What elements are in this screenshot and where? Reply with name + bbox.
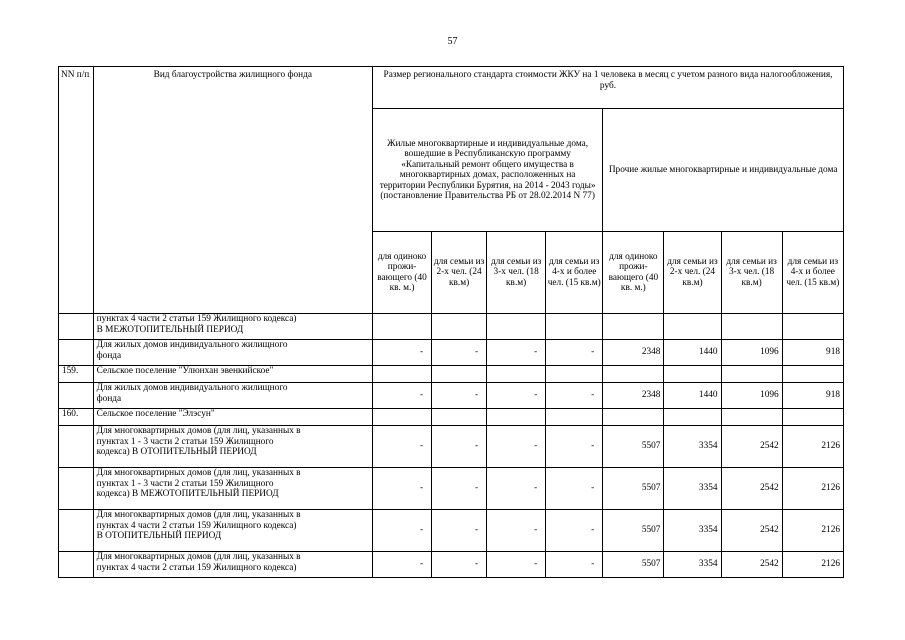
value-cell: 2348 xyxy=(603,340,664,366)
value-cell xyxy=(546,366,603,383)
header-kind: Вид благоустройства жилищного фонда xyxy=(93,67,372,314)
value-cell xyxy=(664,366,721,383)
page-number: 57 xyxy=(447,36,458,47)
table-row xyxy=(59,552,844,578)
value-cell xyxy=(372,366,431,383)
value-cell xyxy=(372,314,431,340)
value-cell: 2126 xyxy=(782,510,843,552)
row-number xyxy=(59,383,94,409)
value-cell: 2542 xyxy=(721,426,782,468)
description-line: Для жилых домов индивидуального жилищного xyxy=(96,340,288,350)
value-cell: - xyxy=(546,340,603,366)
value-cell: 1440 xyxy=(664,383,721,409)
value-cell: - xyxy=(546,426,603,468)
value-cell: 3354 xyxy=(664,510,721,552)
row-description xyxy=(93,552,372,578)
value-cell: - xyxy=(546,383,603,409)
value-cell: - xyxy=(487,340,546,366)
value-cell xyxy=(721,409,782,426)
description-line: Для многоквартирных домов (для лиц, указанных в xyxy=(96,468,301,478)
value-cell xyxy=(782,314,843,340)
value-cell xyxy=(487,366,546,383)
value-cell: - xyxy=(372,468,431,510)
description-line: фонда xyxy=(96,350,122,361)
table-row xyxy=(59,409,844,426)
value-cell: 2126 xyxy=(782,468,843,510)
value-cell: 3354 xyxy=(664,468,721,510)
value-cell: 1440 xyxy=(664,340,721,366)
row-number xyxy=(59,340,94,366)
value-cell: - xyxy=(487,468,546,510)
header-group-other: Прочие жилые многоквартирные и индивидуальные дома xyxy=(603,109,844,232)
header-sub-8: для семьи из 4-х и более чел. (15 кв.м) xyxy=(782,232,843,314)
value-cell: - xyxy=(487,426,546,468)
row-description xyxy=(93,340,372,366)
row-number: 160. xyxy=(59,409,94,426)
housing-standard-table xyxy=(58,66,844,578)
value-cell xyxy=(487,314,546,340)
value-cell: 5507 xyxy=(603,552,664,578)
value-cell xyxy=(603,314,664,340)
table-row xyxy=(59,510,844,552)
value-cell xyxy=(432,366,487,383)
value-cell: 3354 xyxy=(664,552,721,578)
row-description xyxy=(93,426,372,468)
value-cell: - xyxy=(432,510,487,552)
value-cell xyxy=(664,409,721,426)
value-cell: 5507 xyxy=(603,468,664,510)
value-cell xyxy=(487,409,546,426)
value-cell xyxy=(432,409,487,426)
description-line: пунктах 1 - 3 части 2 статьи 159 Жилищного xyxy=(96,478,274,489)
table-row xyxy=(59,383,844,409)
table-row xyxy=(59,340,844,366)
value-cell xyxy=(546,314,603,340)
table-row xyxy=(59,314,844,340)
description-line: Для многоквартирных домов (для лиц, указанных в xyxy=(96,510,301,520)
value-cell: 2542 xyxy=(721,552,782,578)
value-cell: 1096 xyxy=(721,340,782,366)
description-line: В МЕЖОТОПИТЕЛЬНЫЙ ПЕРИОД xyxy=(96,324,244,335)
row-description xyxy=(93,366,372,383)
row-number xyxy=(59,314,94,340)
row-number xyxy=(59,426,94,468)
table-row xyxy=(59,426,844,468)
row-description xyxy=(93,510,372,552)
header-sub-1: для одиноко прожи-вающего (40 кв. м.) xyxy=(372,232,431,314)
value-cell xyxy=(782,366,843,383)
value-cell xyxy=(721,366,782,383)
description-line: Для жилых домов индивидуального жилищного xyxy=(96,383,288,393)
value-cell xyxy=(372,409,431,426)
row-description xyxy=(93,383,372,409)
value-cell: - xyxy=(372,510,431,552)
description-line: фонда xyxy=(96,393,122,404)
value-cell: - xyxy=(546,468,603,510)
value-cell: - xyxy=(546,510,603,552)
value-cell: 2542 xyxy=(721,510,782,552)
header-nn: NN п/п xyxy=(59,67,94,314)
value-cell: 918 xyxy=(782,340,843,366)
description-line: кодекса) В МЕЖОТОПИТЕЛЬНЫЙ ПЕРИОД xyxy=(96,489,279,499)
header-sub-3: для семьи из 3-х чел. (18 кв.м) xyxy=(487,232,546,314)
description-line: Для многоквартирных домов (для лиц, указанных в xyxy=(96,426,301,436)
value-cell: 2542 xyxy=(721,468,782,510)
value-cell: 1096 xyxy=(721,383,782,409)
row-number: 159. xyxy=(59,366,94,383)
value-cell xyxy=(664,314,721,340)
row-description xyxy=(93,409,372,426)
value-cell: 5507 xyxy=(603,426,664,468)
value-cell: - xyxy=(487,510,546,552)
header-sub-5: для одиноко прожи-вающего (40 кв. м.) xyxy=(603,232,664,314)
description-line: кодекса) В ОТОПИТЕЛЬНЫЙ ПЕРИОД xyxy=(96,447,257,457)
value-cell: 5507 xyxy=(603,510,664,552)
row-description xyxy=(93,314,372,340)
value-cell: 2126 xyxy=(782,552,843,578)
description-line: пунктах 4 части 2 статьи 159 Жилищного кодекса) xyxy=(96,520,297,531)
description-line: Сельское поселение "Улюнхан эвенкийское" xyxy=(96,366,274,376)
value-cell: 2348 xyxy=(603,383,664,409)
value-cell: - xyxy=(546,552,603,578)
description-line: Сельское поселение "Элэсун" xyxy=(96,409,215,419)
row-number xyxy=(59,510,94,552)
value-cell: - xyxy=(432,552,487,578)
value-cell xyxy=(782,409,843,426)
value-cell: - xyxy=(432,468,487,510)
value-cell: 918 xyxy=(782,383,843,409)
header-main: Размер регионального стандарта стоимости ЖКУ на 1 человека в месяц с учетом разного вида налогообложения, руб. xyxy=(372,67,843,109)
header-sub-2: для семьи из 2-х чел. (24 кв.м) xyxy=(432,232,487,314)
description-line: пунктах 4 части 2 статьи 159 Жилищного кодекса) xyxy=(96,562,297,573)
value-cell: - xyxy=(487,552,546,578)
value-cell: - xyxy=(432,383,487,409)
row-number xyxy=(59,468,94,510)
value-cell: - xyxy=(487,383,546,409)
value-cell xyxy=(603,409,664,426)
description-line: Для многоквартирных домов (для лиц, указанных в xyxy=(96,552,301,562)
value-cell: - xyxy=(372,426,431,468)
header-sub-4: для семьи из 4-х и более чел. (15 кв.м) xyxy=(546,232,603,314)
value-cell: - xyxy=(372,552,431,578)
value-cell xyxy=(546,409,603,426)
table-row xyxy=(59,468,844,510)
description-line: В ОТОПИТЕЛЬНЫЙ ПЕРИОД xyxy=(96,531,222,541)
header-group-capital-repair: Жилые многоквартирные и индивидуальные дома, вошедшие в Республиканскую программу «Капитальный ремонт общего имущества в многоквартирных домах, расположенных на территории Республики Бурятия, на 2014 - 2043 годы» (постановление Правительства РБ от 28.02.2014 N 77) xyxy=(372,109,602,232)
value-cell xyxy=(603,366,664,383)
value-cell: 3354 xyxy=(664,426,721,468)
table-row xyxy=(59,366,844,383)
value-cell: - xyxy=(372,340,431,366)
value-cell: - xyxy=(372,383,431,409)
value-cell xyxy=(721,314,782,340)
description-line: пунктах 4 части 2 статьи 159 Жилищного кодекса) xyxy=(96,314,297,324)
value-cell: 2126 xyxy=(782,426,843,468)
value-cell: - xyxy=(432,340,487,366)
header-sub-7: для семьи из 3-х чел. (18 кв.м) xyxy=(721,232,782,314)
description-line: пунктах 1 - 3 части 2 статьи 159 Жилищного xyxy=(96,436,274,447)
header-sub-6: для семьи из 2-х чел. (24 кв.м) xyxy=(664,232,721,314)
row-number xyxy=(59,552,94,578)
value-cell xyxy=(432,314,487,340)
value-cell: - xyxy=(432,426,487,468)
row-description xyxy=(93,468,372,510)
